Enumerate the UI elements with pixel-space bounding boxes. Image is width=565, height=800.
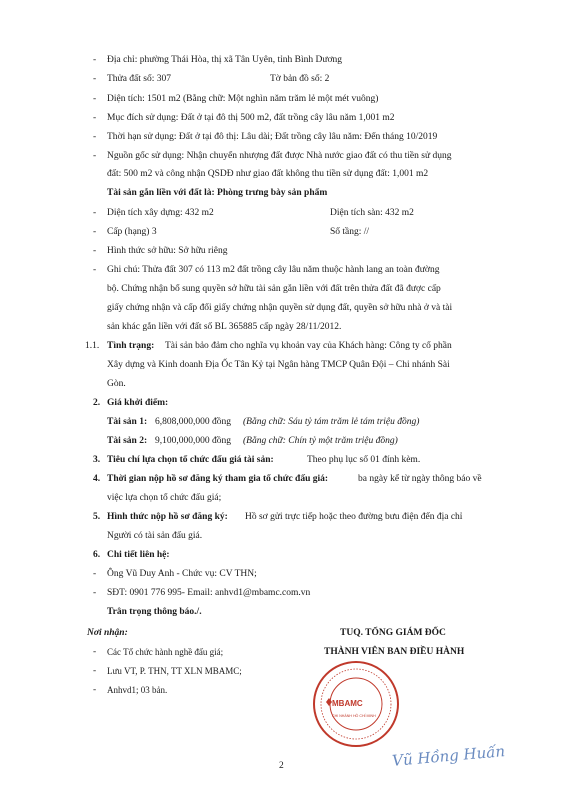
method-number: 5. bbox=[93, 512, 101, 522]
asset-floor-area: Diện tích sàn: 432 m2 bbox=[330, 208, 414, 218]
land-purpose: Mục đích sử dụng: Đất ở tại đô thị 500 m2, đất trồng cây lâu năm 1,001 m2 bbox=[107, 113, 395, 123]
bullet-dash: - bbox=[93, 246, 97, 256]
asset-note: Ghi chú: Thửa đất 307 có 113 m2 đất trồng cây lâu năm thuộc hành lang an toàn đường bbox=[107, 265, 440, 275]
stamp-branch: CHI NHÁNH HỒ CHÍ MINH bbox=[332, 714, 376, 718]
method-text-cont: Người có tài sản đấu giá. bbox=[107, 531, 203, 541]
recipient-item: Lưu VT, P. THN, TT XLN MBAMC; bbox=[107, 666, 242, 676]
bullet-dash: - bbox=[93, 74, 97, 84]
signatory-title: TUQ. TỔNG GIÁM ĐỐC bbox=[340, 628, 446, 638]
deadline-text: ba ngày kể từ ngày thông báo về bbox=[358, 474, 482, 484]
land-address: Địa chỉ: phường Thái Hòa, thị xã Tân Uyên, tỉnh Bình Dương bbox=[107, 55, 343, 65]
deadline-number: 4. bbox=[93, 474, 101, 484]
bullet-dash: - bbox=[93, 151, 97, 161]
asset1-label: Tài sản 1: bbox=[107, 417, 148, 427]
bullet-dash: - bbox=[93, 208, 97, 218]
method-label: Hình thức nộp hồ sơ đăng ký: bbox=[107, 512, 228, 522]
method-text: Hồ sơ gửi trực tiếp hoặc theo đường bưu điện đến địa chỉ bbox=[245, 512, 463, 522]
land-map-sheet: Tờ bản đồ số: 2 bbox=[270, 74, 330, 84]
asset1-words: (Bằng chữ: Sáu tỷ tám trăm lẻ tám triệu đồng) bbox=[243, 417, 420, 427]
criteria-label: Tiêu chí lựa chọn tổ chức đấu giá tài sản: bbox=[107, 455, 274, 465]
price-number: 2. bbox=[93, 398, 101, 408]
criteria-number: 3. bbox=[93, 455, 101, 465]
land-origin-cont: đất: 500 m2 và công nhận QSDĐ như giao đất không thu tiền sử dụng đất: 1,001 m2 bbox=[107, 169, 429, 179]
status-number: 1.1. bbox=[85, 341, 100, 351]
company-stamp bbox=[312, 660, 400, 748]
recipient-item: Anhvd1; 03 bản. bbox=[107, 685, 168, 695]
bullet-dash: - bbox=[93, 227, 97, 237]
bullet-dash: - bbox=[93, 685, 97, 695]
contact-number: 6. bbox=[93, 550, 101, 560]
contact-heading: Chi tiết liên hệ: bbox=[107, 550, 170, 560]
deadline-label: Thời gian nộp hồ sơ đăng ký tham gia tổ chức đấu giá: bbox=[107, 474, 329, 484]
status-text-cont: Xây dựng và Kinh doanh Địa Ốc Tân Kỷ tại Ngân hàng TMCP Quân Đội – Chi nhánh Sài bbox=[107, 360, 450, 370]
price-heading: Giá khởi điểm: bbox=[107, 398, 169, 408]
bullet-dash: - bbox=[93, 265, 97, 275]
status-label: Tình trạng: bbox=[107, 341, 155, 351]
deadline-text-cont: việc lựa chọn tổ chức đấu giá; bbox=[107, 493, 222, 503]
asset-note-cont: sản khác gắn liền với đất số BL 365885 cấp ngày 28/11/2012. bbox=[107, 322, 342, 332]
land-origin: Nguồn gốc sử dụng: Nhận chuyển nhượng đất được Nhà nước giao đất có thu tiền sử dụng bbox=[107, 151, 452, 161]
land-term: Thời hạn sử dụng: Đất ở tại đô thị: Lâu dài; Đất trồng cây lâu năm: Đến tháng 10/2019 bbox=[107, 132, 438, 142]
recipients-heading: Nơi nhận: bbox=[87, 628, 128, 638]
asset-note-cont: giấy chứng nhận và cấp đổi giấy chứng nhận quyền sử dụng đất, quyền sở hữu nhà ở và tài bbox=[107, 303, 453, 313]
contact-phone-email: SĐT: 0901 776 995- Email: anhvd1@mbamc.com.vn bbox=[107, 588, 311, 598]
bullet-dash: - bbox=[93, 55, 97, 65]
status-text-cont: Gòn. bbox=[107, 379, 126, 389]
handwritten-signature-name: Vũ Hồng Huấn bbox=[391, 742, 506, 770]
closing-line: Trân trọng thông báo./. bbox=[107, 607, 202, 617]
asset2-words: (Bằng chữ: Chín tỷ một trăm triệu đồng) bbox=[243, 436, 398, 446]
asset-heading: Tài sản gắn liền với đất là: Phòng trưng bày sản phẩm bbox=[107, 188, 328, 198]
land-parcel-no: Thửa đất số: 307 bbox=[107, 74, 171, 84]
page-number: 2 bbox=[279, 761, 284, 771]
criteria-text: Theo phụ lục số 01 đính kèm. bbox=[307, 455, 421, 465]
land-area: Diện tích: 1501 m2 (Bằng chữ: Một nghìn năm trăm lẻ một mét vuông) bbox=[107, 94, 379, 104]
asset-built-area: Diện tích xây dựng: 432 m2 bbox=[107, 208, 214, 218]
bullet-dash: - bbox=[93, 647, 97, 657]
asset2-value: 9,100,000,000 đồng bbox=[155, 436, 231, 446]
asset1-value: 6,808,000,000 đồng bbox=[155, 417, 231, 427]
asset-ownership: Hình thức sở hữu: Sở hữu riêng bbox=[107, 246, 228, 256]
stamp-brand: MBAMC bbox=[332, 699, 363, 708]
bullet-dash: - bbox=[93, 94, 97, 104]
bullet-dash: - bbox=[93, 666, 97, 676]
recipient-item: Các Tổ chức hành nghề đấu giá; bbox=[107, 647, 224, 657]
bullet-dash: - bbox=[93, 588, 97, 598]
asset-note-cont: bộ. Chứng nhận bổ sung quyền sở hữu tài sản gắn liền với đất trên thửa đất đã được cấp bbox=[107, 284, 441, 294]
bullet-dash: - bbox=[93, 113, 97, 123]
bullet-dash: - bbox=[93, 569, 97, 579]
asset-grade: Cấp (hạng) 3 bbox=[107, 227, 157, 237]
contact-person: Ông Vũ Duy Anh - Chức vụ: CV THN; bbox=[107, 569, 257, 579]
status-text: Tài sản bảo đảm cho nghĩa vụ khoản vay của Khách hàng: Công ty cổ phần bbox=[165, 341, 452, 351]
asset-floors: Số tầng: // bbox=[330, 227, 370, 237]
signatory-position: THÀNH VIÊN BAN ĐIỀU HÀNH bbox=[324, 647, 465, 657]
bullet-dash: - bbox=[93, 132, 97, 142]
asset2-label: Tài sản 2: bbox=[107, 436, 148, 446]
